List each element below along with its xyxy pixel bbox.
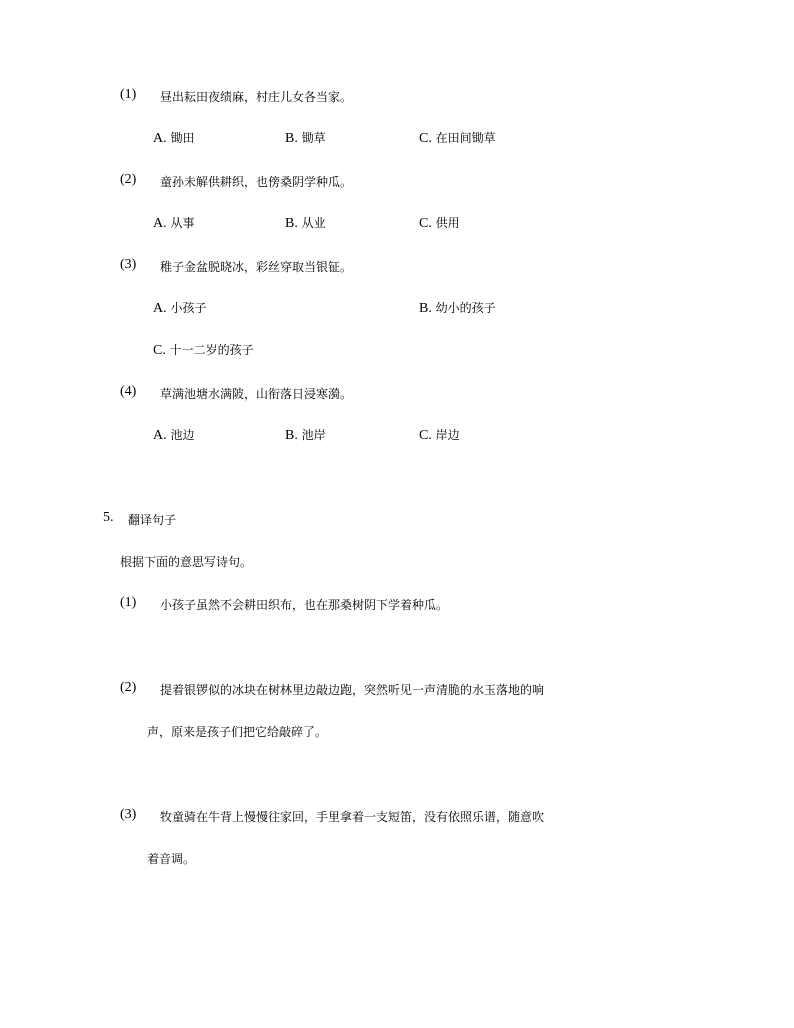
option-letter: A. [153,301,167,316]
translation-text: 牧童骑在牛背上慢慢往家回，手里拿着一支短笛，没有依照乐谱，随意吹 [160,810,545,824]
option-text: 池岸 [301,428,326,442]
option-b[interactable] [285,215,326,232]
option-text: 池边 [170,428,195,442]
translation-text: 小孩子虽然不会耕田织布，也在那桑树阴下学着种瓜。 [160,598,449,612]
question-number: (3) [120,257,137,272]
option-text: 锄田 [170,131,195,145]
option-letter: B. [285,428,298,443]
option-letter: B. [285,216,298,231]
question-stem: 草满池塘水满陂，山衔落日浸寒漪。 [160,387,353,401]
translation-number: (1) [120,595,137,610]
option-a[interactable] [153,427,194,444]
option-b[interactable] [285,130,326,147]
option-letter: C. [419,131,432,146]
question-number: (4) [120,384,137,399]
option-c[interactable] [419,427,460,444]
option-letter: A. [153,131,167,146]
option-b[interactable] [419,300,496,317]
option-text: 幼小的孩子 [435,301,496,315]
section-title: 翻译句子 [128,513,177,527]
option-text: 十一二岁的孩子 [169,343,254,357]
translation-text: 提着银锣似的冰块在树林里边敲边跑，突然听见一声清脆的水玉落地的响 [160,683,545,697]
translation-number: (2) [120,680,137,695]
option-c[interactable] [419,215,460,232]
question-number: (1) [120,87,137,102]
question-stem: 昼出耘田夜绩麻，村庄儿女各当家。 [160,90,353,104]
option-c[interactable] [419,130,496,147]
option-text: 从事 [170,216,195,230]
option-letter: C. [153,343,166,358]
option-c[interactable] [153,342,254,359]
option-letter: A. [153,428,167,443]
section-instruction: 根据下面的意思写诗句。 [120,555,253,569]
option-b[interactable] [285,427,326,444]
option-letter: C. [419,216,432,231]
option-text: 供用 [435,216,460,230]
translation-text-continued: 声，原来是孩子们把它给敲碎了。 [147,725,328,739]
option-letter: A. [153,216,167,231]
option-text: 锄草 [301,131,326,145]
option-text: 在田间锄草 [435,131,496,145]
question-number: (2) [120,172,137,187]
option-a[interactable] [153,215,194,232]
translation-text-continued: 着音调。 [147,852,196,866]
section-number: 5. [103,510,114,525]
option-letter: B. [285,131,298,146]
option-letter: C. [419,428,432,443]
option-letter: B. [419,301,432,316]
option-text: 从业 [301,216,326,230]
option-text: 小孩子 [170,301,207,315]
question-stem: 童孙未解供耕织，也傍桑阴学种瓜。 [160,175,353,189]
option-a[interactable] [153,300,206,317]
option-text: 岸边 [435,428,460,442]
question-stem: 稚子金盆脱晓冰，彩丝穿取当银钲。 [160,260,353,274]
translation-number: (3) [120,807,137,822]
option-a[interactable] [153,130,194,147]
